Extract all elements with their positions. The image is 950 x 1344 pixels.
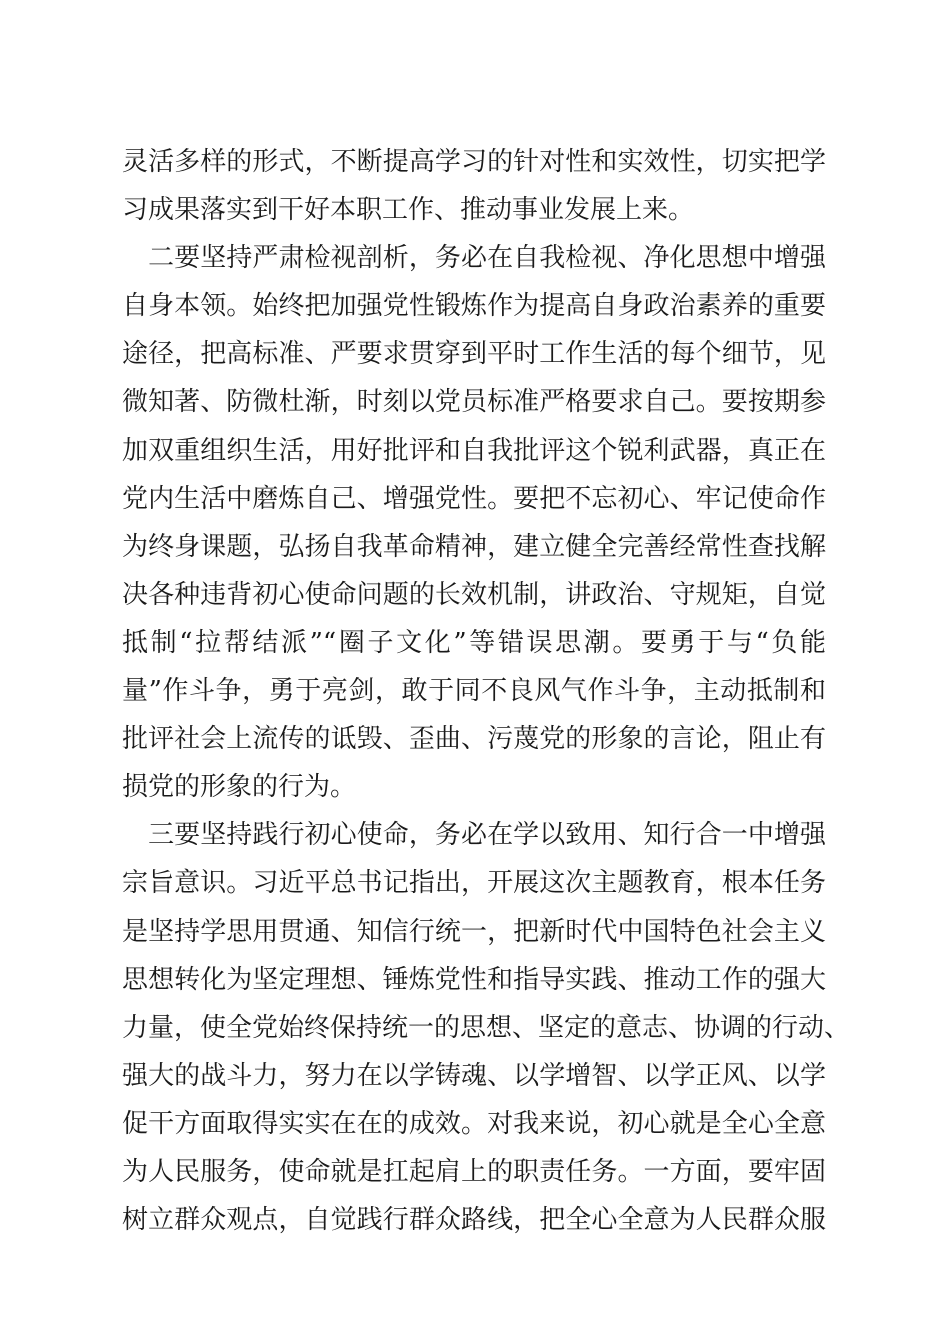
text-line: 强大的战斗力，努力在以学铸魂、以学增智、以学正风、以学 <box>122 1060 826 1091</box>
text-line: 树立群众观点，自觉践行群众路线，把全心全意为人民群众服 <box>122 1205 826 1236</box>
text-line: 是坚持学思用贯通、知信行统一，把新时代中国特色社会主义 <box>122 916 826 947</box>
text-line: 宗旨意识。习近平总书记指出，开展这次主题教育，根本任务 <box>122 868 826 899</box>
text-line: 微知著、防微杜渐，时刻以党员标准严格要求自己。要按期参 <box>122 387 826 418</box>
text-line: 决各种违背初心使命问题的长效机制，讲政治、守规矩，自觉 <box>122 579 826 610</box>
text-line: 促干方面取得实实在在的成效。对我来说，初心就是全心全意 <box>122 1108 826 1139</box>
body-text <box>122 138 851 1244</box>
text-line: 为终身课题，弘扬自我革命精神，建立健全完善经常性查找解 <box>122 531 826 562</box>
text-line: 力量，使全党始终保持统一的思想、坚定的意志、协调的行动、 <box>122 1012 851 1043</box>
text-line: 二要坚持严肃检视剖析，务必在自我检视、净化思想中增强 <box>122 243 826 274</box>
text-line: 党内生活中磨炼自己、增强党性。要把不忘初心、牢记使命作 <box>122 483 826 514</box>
text-line: 批评社会上流传的诋毁、歪曲、污蔑党的形象的言论，阻止有 <box>122 724 826 755</box>
text-line: 途径，把高标准、严要求贯穿到平时工作生活的每个细节，见 <box>122 339 826 370</box>
text-line: 损党的形象的行为。 <box>122 772 357 803</box>
text-line: 习成果落实到干好本职工作、推动事业发展上来。 <box>122 195 695 226</box>
text-line: 量”作斗争，勇于亮剑，敢于同不良风气作斗争，主动抵制和 <box>122 676 826 707</box>
text-line: 加双重组织生活，用好批评和自我批评这个锐利武器，真正在 <box>122 435 826 466</box>
text-line: 灵活多样的形式，不断提高学习的针对性和实效性，切实把学 <box>122 147 826 177</box>
text-line: 抵制“拉帮结派”“圈子文化”等错误思潮。要勇于与“负能 <box>122 627 826 658</box>
text-line: 自身本领。始终把加强党性锻炼作为提高自身政治素养的重要 <box>122 291 826 322</box>
text-line: 三要坚持践行初心使命，务必在学以致用、知行合一中增强 <box>122 820 826 851</box>
text-line: 为人民服务，使命就是扛起肩上的职责任务。一方面，要牢固 <box>122 1156 826 1187</box>
text-line: 思想转化为坚定理想、锤炼党性和指导实践、推动工作的强大 <box>122 964 826 995</box>
